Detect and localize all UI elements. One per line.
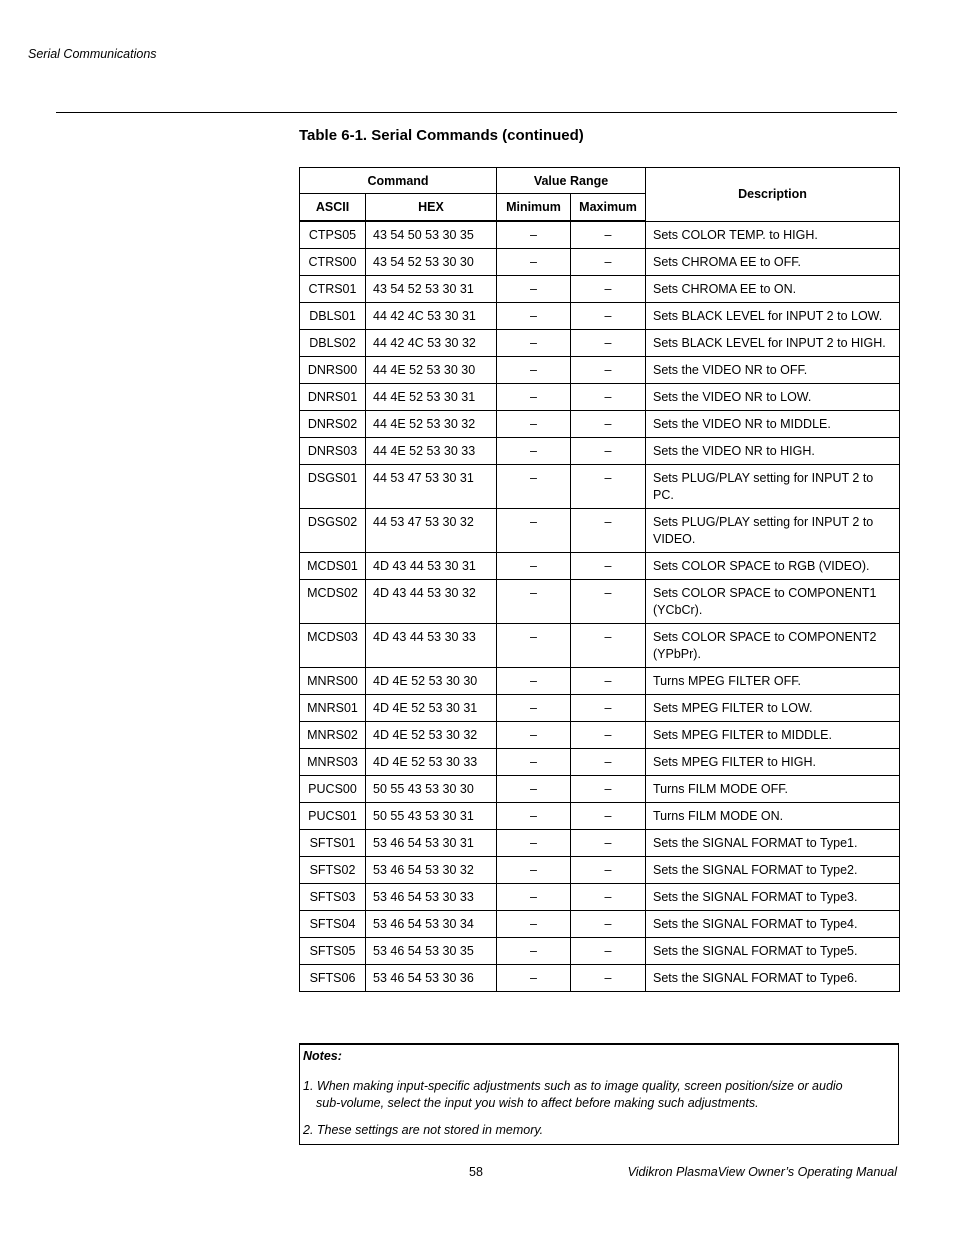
note-1 [303, 1078, 883, 1112]
notes-box [299, 1043, 899, 1145]
page-number: 58 [469, 1165, 483, 1179]
cell-description: Sets COLOR SPACE to COMPONENT1 (YCbCr). [646, 580, 900, 624]
cell-hex: 53 46 54 53 30 34 [366, 911, 497, 938]
table-row [300, 965, 900, 992]
cell-description: Sets COLOR SPACE to COMPONENT2 (YPbPr). [646, 624, 900, 668]
cell-maximum: – [571, 803, 646, 830]
header-maximum: Maximum [571, 194, 646, 222]
cell-maximum: – [571, 330, 646, 357]
cell-ascii: MCDS01 [300, 553, 366, 580]
cell-hex: 43 54 52 53 30 31 [366, 276, 497, 303]
cell-hex: 53 46 54 53 30 31 [366, 830, 497, 857]
cell-description: Sets COLOR TEMP. to HIGH. [646, 221, 900, 249]
cell-hex: 44 4E 52 53 30 30 [366, 357, 497, 384]
cell-maximum: – [571, 776, 646, 803]
table-row [300, 221, 900, 249]
cell-hex: 44 4E 52 53 30 31 [366, 384, 497, 411]
cell-maximum: – [571, 465, 646, 509]
table-row [300, 695, 900, 722]
cell-minimum: – [497, 695, 571, 722]
cell-hex: 43 54 50 53 30 35 [366, 221, 497, 249]
cell-minimum: – [497, 624, 571, 668]
cell-description: Sets the SIGNAL FORMAT to Type2. [646, 857, 900, 884]
cell-minimum: – [497, 249, 571, 276]
cell-hex: 50 55 43 53 30 31 [366, 803, 497, 830]
table-row [300, 580, 900, 624]
cell-minimum: – [497, 965, 571, 992]
cell-minimum: – [497, 465, 571, 509]
cell-description: Sets BLACK LEVEL for INPUT 2 to LOW. [646, 303, 900, 330]
cell-minimum: – [497, 938, 571, 965]
cell-maximum: – [571, 668, 646, 695]
cell-minimum: – [497, 553, 571, 580]
cell-description: Sets the SIGNAL FORMAT to Type6. [646, 965, 900, 992]
cell-hex: 53 46 54 53 30 36 [366, 965, 497, 992]
table-title: Table 6-1. Serial Commands (continued) [299, 127, 584, 144]
cell-minimum: – [497, 776, 571, 803]
table-row [300, 884, 900, 911]
cell-ascii: DSGS02 [300, 509, 366, 553]
cell-minimum: – [497, 221, 571, 249]
cell-description: Turns MPEG FILTER OFF. [646, 668, 900, 695]
table-row [300, 303, 900, 330]
cell-ascii: MNRS03 [300, 749, 366, 776]
cell-minimum: – [497, 749, 571, 776]
cell-maximum: – [571, 438, 646, 465]
manual-title: Vidikron PlasmaView Owner’s Operating Manual [627, 1165, 897, 1179]
cell-hex: 44 42 4C 53 30 31 [366, 303, 497, 330]
cell-description: Sets BLACK LEVEL for INPUT 2 to HIGH. [646, 330, 900, 357]
cell-hex: 53 46 54 53 30 35 [366, 938, 497, 965]
cell-description: Sets the SIGNAL FORMAT to Type5. [646, 938, 900, 965]
cell-minimum: – [497, 830, 571, 857]
cell-minimum: – [497, 722, 571, 749]
cell-description: Sets MPEG FILTER to HIGH. [646, 749, 900, 776]
cell-description: Sets the SIGNAL FORMAT to Type1. [646, 830, 900, 857]
cell-maximum: – [571, 749, 646, 776]
cell-description: Sets the SIGNAL FORMAT to Type4. [646, 911, 900, 938]
cell-maximum: – [571, 695, 646, 722]
cell-maximum: – [571, 357, 646, 384]
cell-description: Sets the VIDEO NR to HIGH. [646, 438, 900, 465]
cell-minimum: – [497, 668, 571, 695]
cell-ascii: MCDS02 [300, 580, 366, 624]
cell-maximum: – [571, 965, 646, 992]
table-row [300, 465, 900, 509]
table-row [300, 749, 900, 776]
note-1-line-2: sub-volume, select the input you wish to affect before making such adjustments. [316, 1096, 759, 1110]
table-row [300, 830, 900, 857]
cell-maximum: – [571, 580, 646, 624]
cell-hex: 44 53 47 53 30 32 [366, 509, 497, 553]
cell-minimum: – [497, 580, 571, 624]
cell-description: Sets the VIDEO NR to MIDDLE. [646, 411, 900, 438]
cell-hex: 4D 4E 52 53 30 32 [366, 722, 497, 749]
serial-commands-table [299, 167, 900, 992]
cell-hex: 44 53 47 53 30 31 [366, 465, 497, 509]
header-rule [56, 112, 897, 113]
cell-minimum: – [497, 509, 571, 553]
cell-ascii: MNRS01 [300, 695, 366, 722]
table-row [300, 624, 900, 668]
cell-ascii: DBLS02 [300, 330, 366, 357]
cell-ascii: PUCS01 [300, 803, 366, 830]
cell-hex: 4D 43 44 53 30 32 [366, 580, 497, 624]
cell-hex: 44 42 4C 53 30 32 [366, 330, 497, 357]
cell-minimum: – [497, 884, 571, 911]
cell-description: Sets the SIGNAL FORMAT to Type3. [646, 884, 900, 911]
table-row [300, 438, 900, 465]
cell-maximum: – [571, 411, 646, 438]
notes-heading: Notes: [303, 1049, 342, 1063]
cell-description: Turns FILM MODE OFF. [646, 776, 900, 803]
cell-minimum: – [497, 411, 571, 438]
running-head: Serial Communications [28, 47, 157, 61]
cell-ascii: SFTS03 [300, 884, 366, 911]
table-row [300, 803, 900, 830]
cell-ascii: DNRS03 [300, 438, 366, 465]
cell-maximum: – [571, 384, 646, 411]
table-row [300, 357, 900, 384]
cell-ascii: SFTS01 [300, 830, 366, 857]
cell-maximum: – [571, 830, 646, 857]
table-row [300, 411, 900, 438]
table-row [300, 384, 900, 411]
cell-maximum: – [571, 857, 646, 884]
cell-ascii: SFTS02 [300, 857, 366, 884]
cell-hex: 4D 4E 52 53 30 33 [366, 749, 497, 776]
cell-description: Sets CHROMA EE to OFF. [646, 249, 900, 276]
cell-minimum: – [497, 303, 571, 330]
cell-hex: 53 46 54 53 30 32 [366, 857, 497, 884]
cell-description: Sets COLOR SPACE to RGB (VIDEO). [646, 553, 900, 580]
cell-ascii: CTRS00 [300, 249, 366, 276]
cell-maximum: – [571, 553, 646, 580]
cell-minimum: – [497, 911, 571, 938]
table-row [300, 276, 900, 303]
cell-maximum: – [571, 509, 646, 553]
table-row [300, 722, 900, 749]
cell-hex: 4D 43 44 53 30 33 [366, 624, 497, 668]
cell-minimum: – [497, 803, 571, 830]
cell-hex: 53 46 54 53 30 33 [366, 884, 497, 911]
cell-minimum: – [497, 357, 571, 384]
cell-hex: 4D 4E 52 53 30 31 [366, 695, 497, 722]
table-row [300, 330, 900, 357]
cell-hex: 4D 43 44 53 30 31 [366, 553, 497, 580]
note-1-line-1: 1. When making input-specific adjustments such as to image quality, screen position/size or audio [303, 1079, 843, 1093]
cell-maximum: – [571, 249, 646, 276]
cell-maximum: – [571, 221, 646, 249]
cell-description: Sets the VIDEO NR to OFF. [646, 357, 900, 384]
table-row [300, 249, 900, 276]
cell-minimum: – [497, 857, 571, 884]
cell-ascii: DNRS01 [300, 384, 366, 411]
cell-maximum: – [571, 938, 646, 965]
cell-description: Sets CHROMA EE to ON. [646, 276, 900, 303]
cell-description: Sets PLUG/PLAY setting for INPUT 2 to PC. [646, 465, 900, 509]
table-body [300, 221, 900, 992]
table-row [300, 938, 900, 965]
cell-ascii: MCDS03 [300, 624, 366, 668]
cell-ascii: SFTS04 [300, 911, 366, 938]
table-row [300, 776, 900, 803]
cell-minimum: – [497, 276, 571, 303]
table-row [300, 509, 900, 553]
header-hex: HEX [366, 194, 497, 222]
cell-ascii: SFTS05 [300, 938, 366, 965]
cell-description: Sets MPEG FILTER to MIDDLE. [646, 722, 900, 749]
cell-ascii: CTPS05 [300, 221, 366, 249]
cell-maximum: – [571, 276, 646, 303]
table-row [300, 911, 900, 938]
cell-hex: 43 54 52 53 30 30 [366, 249, 497, 276]
cell-maximum: – [571, 303, 646, 330]
cell-maximum: – [571, 624, 646, 668]
cell-hex: 44 4E 52 53 30 32 [366, 411, 497, 438]
table-row [300, 857, 900, 884]
table-row [300, 668, 900, 695]
cell-description: Sets MPEG FILTER to LOW. [646, 695, 900, 722]
cell-hex: 44 4E 52 53 30 33 [366, 438, 497, 465]
cell-ascii: SFTS06 [300, 965, 366, 992]
cell-ascii: DNRS00 [300, 357, 366, 384]
cell-maximum: – [571, 911, 646, 938]
cell-description: Sets the VIDEO NR to LOW. [646, 384, 900, 411]
cell-ascii: DNRS02 [300, 411, 366, 438]
cell-description: Turns FILM MODE ON. [646, 803, 900, 830]
cell-ascii: PUCS00 [300, 776, 366, 803]
note-2: 2. These settings are not stored in memory. [303, 1123, 544, 1137]
cell-minimum: – [497, 330, 571, 357]
cell-hex: 4D 4E 52 53 30 30 [366, 668, 497, 695]
cell-ascii: DSGS01 [300, 465, 366, 509]
cell-hex: 50 55 43 53 30 30 [366, 776, 497, 803]
cell-maximum: – [571, 722, 646, 749]
header-description: Description [646, 168, 900, 222]
header-minimum: Minimum [497, 194, 571, 222]
cell-ascii: CTRS01 [300, 276, 366, 303]
header-ascii: ASCII [300, 194, 366, 222]
cell-description: Sets PLUG/PLAY setting for INPUT 2 to VIDEO. [646, 509, 900, 553]
cell-ascii: DBLS01 [300, 303, 366, 330]
header-command: Command [300, 168, 497, 194]
cell-minimum: – [497, 438, 571, 465]
table-row [300, 553, 900, 580]
cell-ascii: MNRS02 [300, 722, 366, 749]
cell-ascii: MNRS00 [300, 668, 366, 695]
header-value-range: Value Range [497, 168, 646, 194]
cell-minimum: – [497, 384, 571, 411]
cell-maximum: – [571, 884, 646, 911]
